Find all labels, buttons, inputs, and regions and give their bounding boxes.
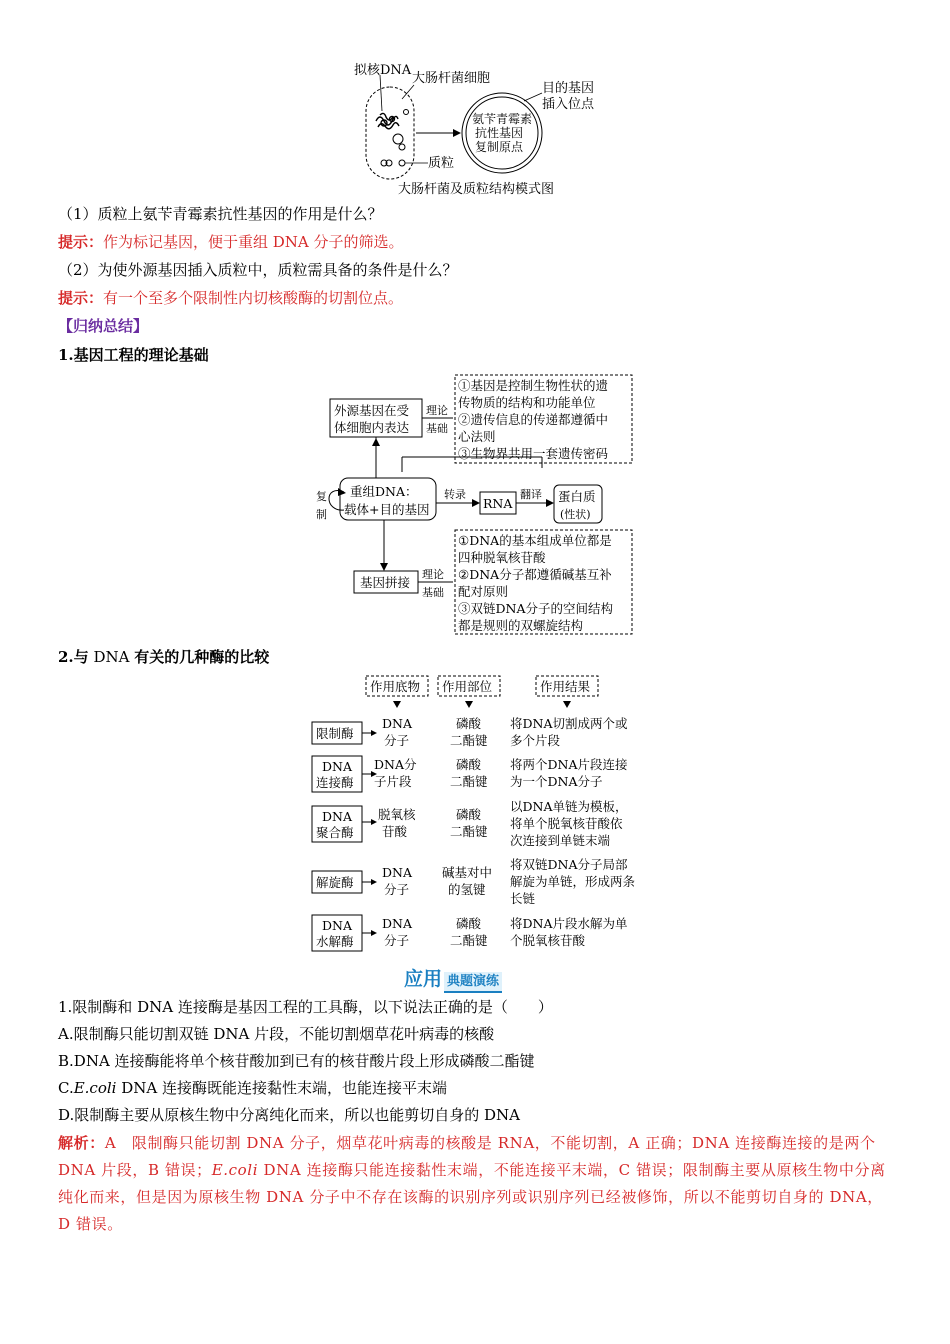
result-text: 将DNA片段水解为单 (510, 916, 628, 931)
small-plasmid (399, 160, 405, 166)
substrate-text: 苷酸 (382, 824, 408, 839)
summary-title: 【归纳总结】 (58, 317, 149, 335)
enzyme-name: 限制酶 (316, 726, 354, 741)
result-text: 个脱氧核苷酸 (510, 933, 586, 948)
result-text: 解旋为单链，形成两条 (510, 874, 636, 889)
trait-label: (性状) (560, 508, 591, 521)
label-cell: 大肠杆菌细胞 (412, 71, 491, 86)
result-text: 将两个DNA片段连接 (510, 757, 628, 772)
option-b: B.DNA 连接酶能将单个核苷酸加到已有的核苷酸片段上形成磷酸二酯键 (58, 1052, 535, 1070)
rna-label: RNA (483, 496, 513, 511)
enzyme-name: 水解酶 (316, 934, 354, 949)
label-target-gene: 目的基因 (542, 81, 595, 96)
result-text: 以DNA单链为模板， (510, 799, 628, 814)
theory-2-line: 配对原则 (458, 584, 509, 599)
theory-1-line: ①基因是控制生物性状的遗 (458, 378, 609, 393)
option-d: D.限制酶主要从原核生物中分离纯化而来，所以也能剪切自身的 DNA (58, 1106, 521, 1124)
hint-1 (58, 232, 404, 252)
substrate-text: 子片段 (374, 774, 412, 789)
theory-label-1a: 理论 (426, 404, 448, 417)
option-a: A.限制酶只能切割双链 DNA 片段，不能切割烟草花叶病毒的核酸 (58, 1025, 495, 1043)
header-substrate-text: 作用底物 (370, 679, 421, 694)
theory-2-line: ①DNA的基本组成单位都是 (458, 533, 612, 548)
theory-1-line: ③生物界共用一套遗传密码 (458, 446, 609, 461)
theory-2-line: 四种脱氧核苷酸 (458, 550, 546, 565)
theory-label-2b: 基础 (422, 586, 444, 599)
enzyme-name: DNA (322, 809, 352, 824)
label-ori: 复制原点 (475, 140, 524, 154)
theory-2-line: 都是规则的双螺旋结构 (458, 618, 584, 633)
analysis-text-a: A 限制酶只能切割 DNA 分子，烟草花叶病毒的核酸是 RNA，不能切割，A 正确；DNA 连接酶连接的是两个 DNA 片段，B 错误； (58, 1134, 876, 1179)
site-text: 磷酸 (456, 807, 482, 822)
analysis-label: 解析： (58, 1134, 105, 1152)
theory-label-1b: 基础 (426, 422, 448, 435)
result-text: 将单个脱氧核苷酸依 (510, 816, 623, 831)
figure-caption: 大肠杆菌及质粒结构模式图 (398, 182, 555, 197)
section-2-title-a: 2.与 (58, 648, 89, 666)
result-text: 多个片段 (510, 733, 561, 748)
box-expression-line1: 外源基因在受 (334, 403, 410, 418)
label-amp-1: 氨苄青霉素 (472, 112, 533, 126)
theory-2-line: ③双链DNA分子的空间结构 (458, 601, 613, 616)
ecoli-cell (366, 87, 414, 179)
substrate-text: 分子 (384, 933, 410, 948)
banner-main: 应用 (404, 968, 443, 990)
hint-label: 提示： (58, 289, 104, 307)
section-1-title: 1.基因工程的理论基础 (58, 346, 209, 364)
option-c-prefix: C. (58, 1079, 74, 1097)
hint-2-text: 有一个至多个限制性内切核酸酶的切割位点。 (103, 289, 404, 307)
practice-banner (404, 964, 502, 990)
analysis-text-c: DNA 连接酶只能连接黏性末端，不能连接平末端，C 错误；限制酶主要从原核生物中分离纯化而来，但是因为原核生物 DNA 分子中不存在该酶的识别序列或识别序列已经被修饰，所以不能剪切自身的 DNA，D 错误。 (58, 1161, 886, 1233)
site-text: 磷酸 (456, 757, 482, 772)
substrate-text: 分子 (384, 882, 410, 897)
theory-label-2a: 理论 (422, 568, 444, 581)
replicate-char-1: 复 (316, 490, 327, 503)
enzyme-name: 连接酶 (316, 775, 354, 790)
section-2-title-c: 有关的几种酶的比较 (134, 648, 270, 666)
ecoli-plasmid-diagram (340, 55, 630, 200)
label-plasmid: 质粒 (428, 156, 455, 171)
hint-1-text: 作为标记基因，便于重组 DNA 分子的筛选。 (103, 233, 404, 251)
theory-1-line: ②遗传信息的传递都遵循中 (458, 412, 609, 427)
header-result-text: 作用结果 (540, 679, 591, 694)
substrate-text: 分子 (384, 733, 410, 748)
theory-1-line: 心法则 (458, 429, 496, 444)
site-text: 的氢键 (448, 882, 486, 897)
protein-label: 蛋白质 (558, 489, 596, 504)
site-text: 二酯键 (450, 933, 488, 948)
theory-1-line: 传物质的结构和功能单位 (458, 395, 596, 410)
small-plasmid (399, 144, 405, 150)
site-text: 磷酸 (456, 716, 482, 731)
label-insert-site: 插入位点 (542, 97, 595, 112)
site-text: 二酯键 (450, 774, 488, 789)
nucleoid-dna (376, 113, 399, 128)
translate-label: 翻译 (520, 488, 542, 501)
label-nucleoid: 拟核DNA (354, 63, 412, 78)
small-plasmid (393, 134, 403, 144)
site-text: 碱基对中 (442, 865, 493, 880)
substrate-text: DNA分 (374, 757, 417, 772)
enzyme-name: DNA (322, 759, 352, 774)
substrate-text: DNA (382, 716, 412, 731)
box-recombinant-line1: 重组DNA： (350, 484, 418, 499)
transcribe-label: 转录 (444, 488, 466, 501)
enzyme-name: 聚合酶 (316, 825, 354, 840)
question-1: （1）质粒上氨苄青霉素抗性基因的作用是什么？ (58, 205, 383, 223)
section-2-title (58, 647, 269, 667)
option-c-species: E.coli (73, 1079, 117, 1097)
enzyme-name: 解旋酶 (316, 875, 354, 890)
result-text: 将DNA切割成两个或 (510, 716, 628, 731)
banner-sub: 典题演练 (444, 972, 502, 993)
analysis-species: E.coli (211, 1161, 259, 1179)
site-text: 二酯键 (450, 733, 488, 748)
substrate-text: 脱氧核 (378, 807, 416, 822)
hint-2 (58, 288, 403, 308)
result-text: 次连接到单链末端 (510, 833, 611, 848)
site-text: 磷酸 (456, 916, 482, 931)
replicate-char-2: 制 (316, 508, 327, 521)
substrate-text: DNA (382, 865, 412, 880)
question-2: （2）为使外源基因插入质粒中，质粒需具备的条件是什么？ (58, 261, 458, 279)
theory-basis-diagram (310, 372, 640, 638)
exercise-question: 1.限制酶和 DNA 连接酶是基因工程的工具酶，以下说法正确的是（ ） (58, 998, 553, 1016)
option-c-text: DNA 连接酶既能连接黏性末端，也能连接平末端 (116, 1079, 447, 1097)
result-text: 将双链DNA分子局部 (510, 857, 628, 872)
option-c (58, 1078, 447, 1098)
analysis (58, 1130, 894, 1238)
enzyme-comparison-diagram (308, 672, 648, 954)
result-text: 长链 (510, 891, 536, 906)
box-recombinant-line2: 载体+目的基因 (344, 502, 430, 517)
hint-label: 提示： (58, 233, 104, 251)
enzyme-name: DNA (322, 918, 352, 933)
small-plasmid (404, 110, 409, 115)
box-expression-line2: 体细胞内表达 (334, 420, 410, 435)
label-amp-2: 抗性基因 (475, 126, 524, 140)
result-text: 为一个DNA分子 (510, 774, 603, 789)
section-2-title-b: DNA (88, 648, 135, 666)
site-text: 二酯键 (450, 824, 488, 839)
substrate-text: DNA (382, 916, 412, 931)
header-site-text: 作用部位 (442, 679, 493, 694)
gene-splicing-label: 基因拼接 (360, 575, 411, 590)
theory-2-line: ②DNA分子都遵循碱基互补 (458, 567, 612, 582)
